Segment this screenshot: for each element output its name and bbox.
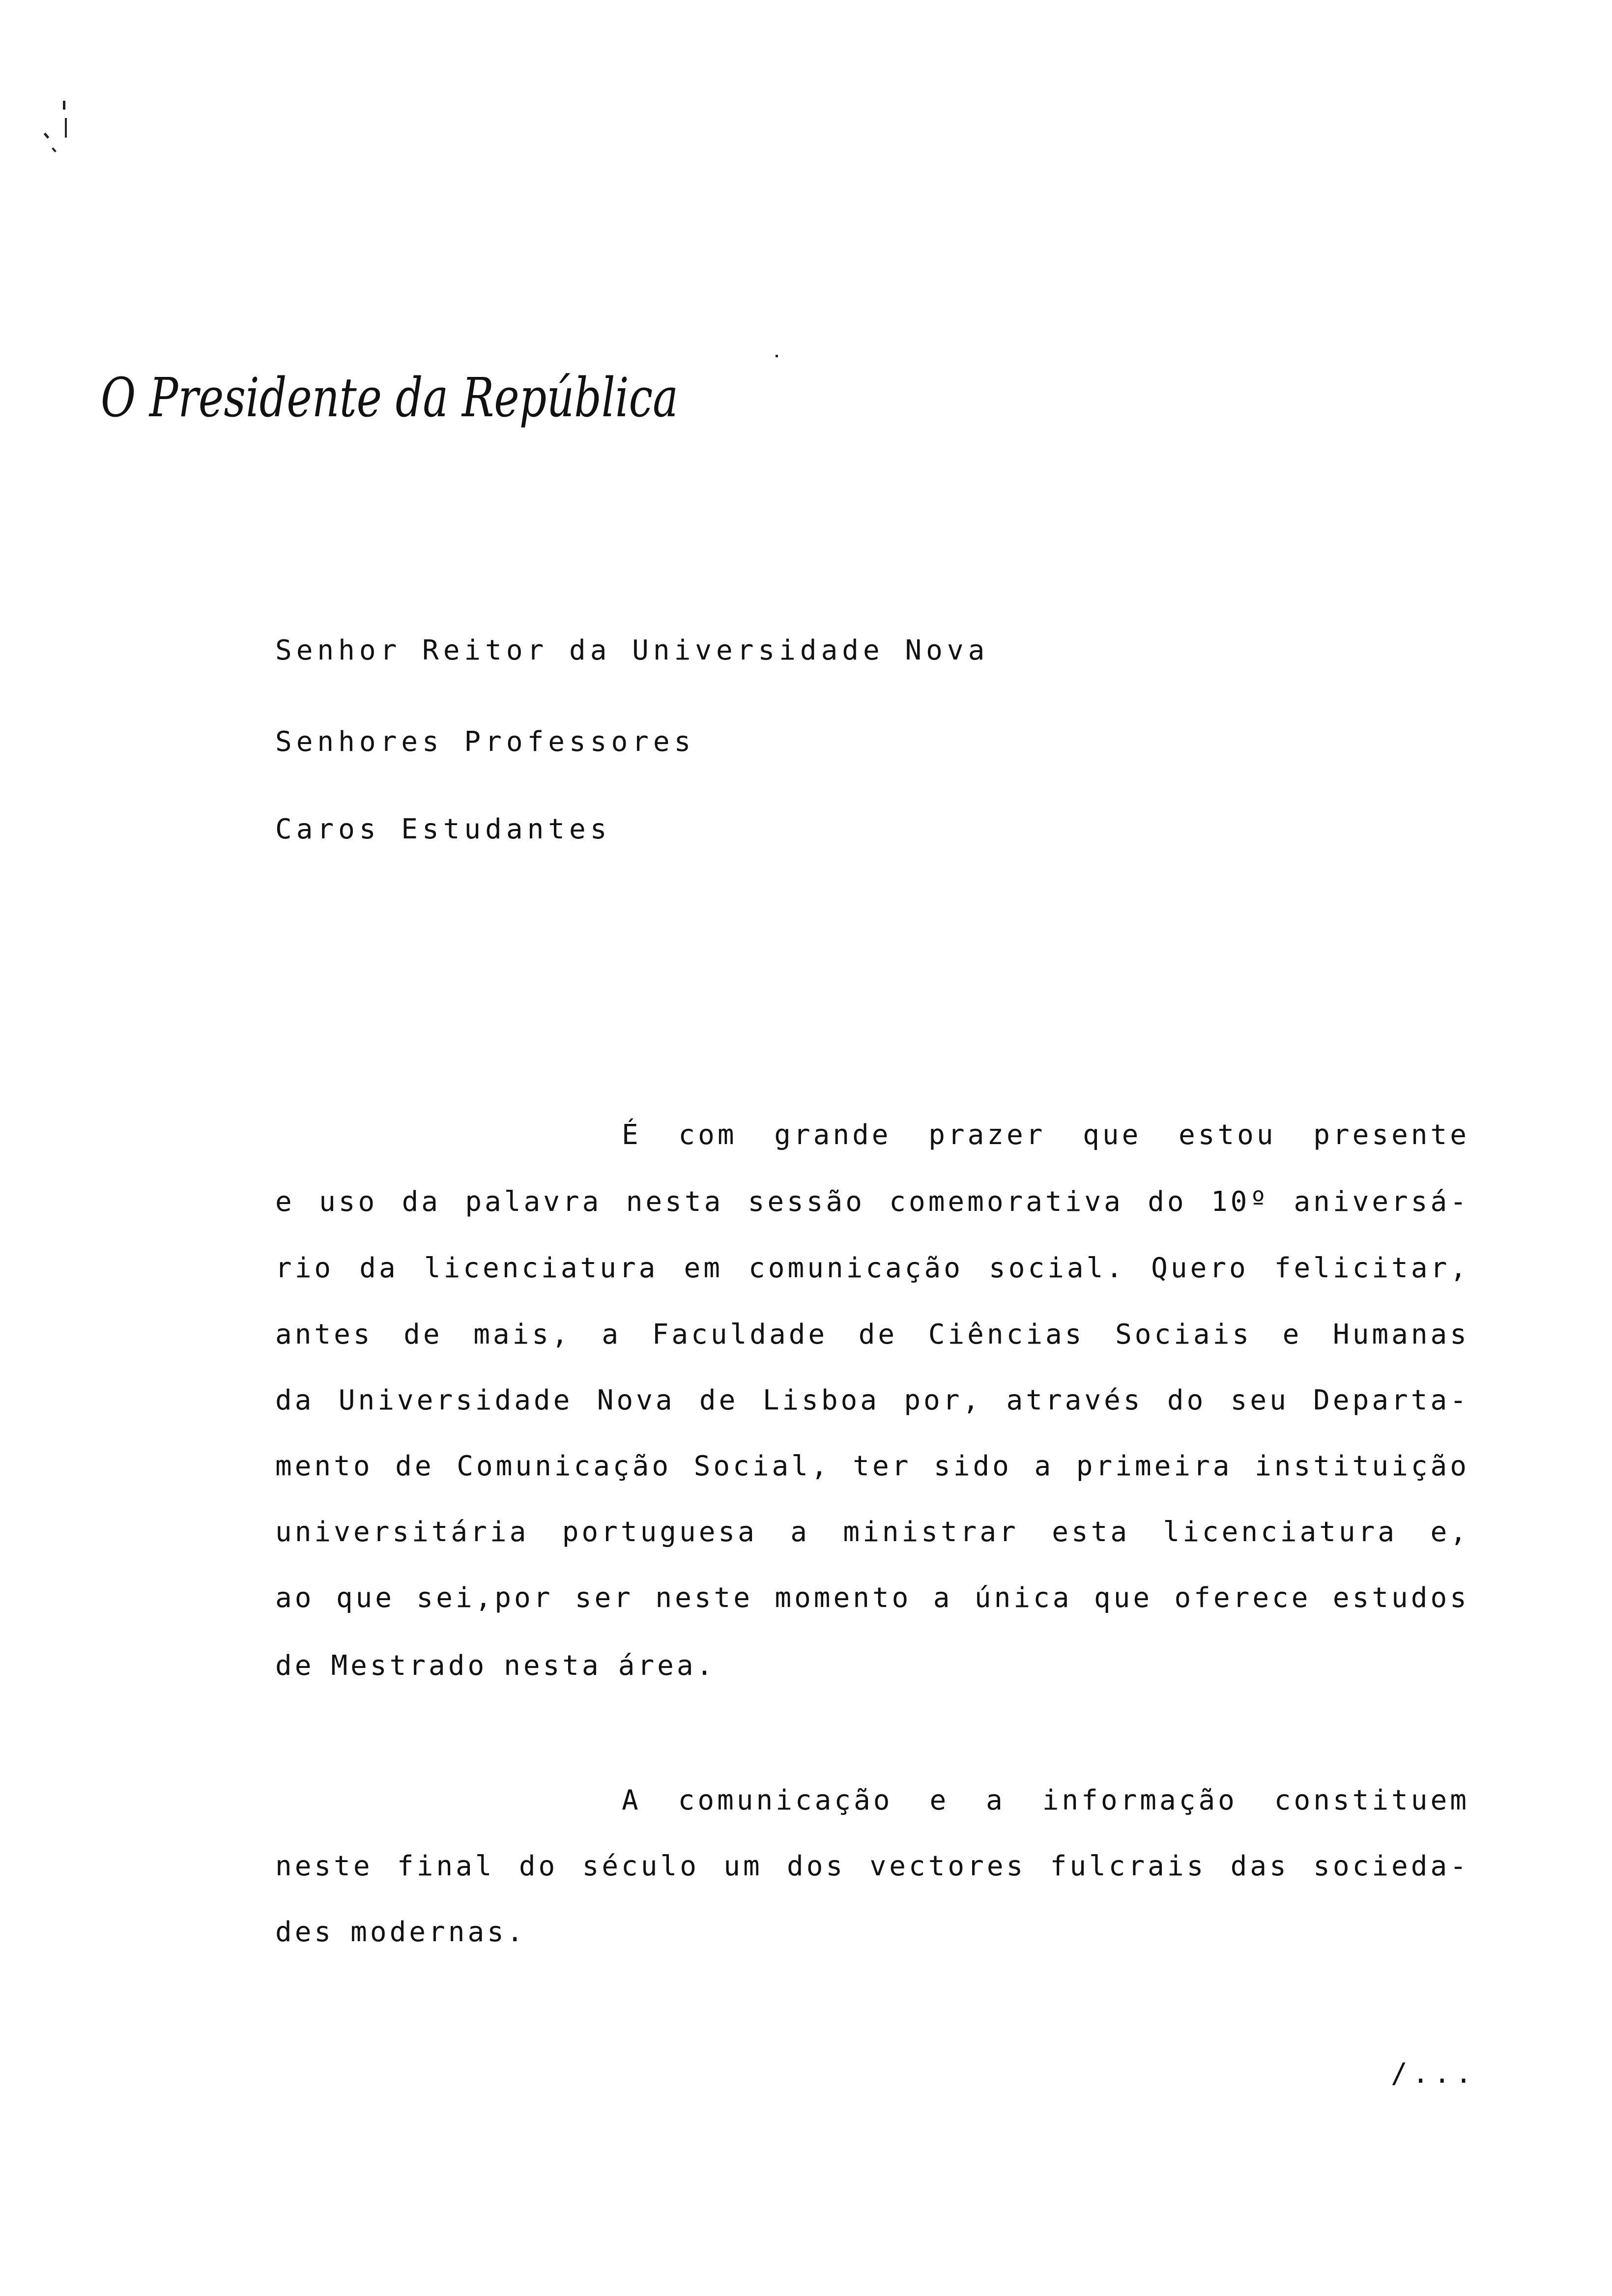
word: de: [699, 1384, 739, 1416]
word: fulcrais: [1050, 1850, 1207, 1882]
word: do: [1148, 1186, 1187, 1218]
word: Lisboa: [762, 1384, 880, 1416]
word: que: [336, 1582, 395, 1614]
salutation-estudantes: Caros Estudantes: [275, 813, 611, 845]
word: seu: [1230, 1384, 1289, 1416]
paragraph-1-line-9: [275, 1652, 1469, 1680]
word: por,: [904, 1384, 982, 1416]
word: final: [397, 1850, 495, 1882]
word: É: [622, 1119, 641, 1151]
word: a: [602, 1319, 622, 1350]
word: 10º: [1210, 1186, 1270, 1218]
word: sei,por: [416, 1582, 553, 1614]
word: Mestrado: [331, 1650, 488, 1682]
word: que: [1083, 1119, 1142, 1151]
word: da: [402, 1186, 441, 1218]
paragraph-1-line-6: [275, 1450, 1469, 1482]
continuation-marker: /...: [1391, 2058, 1477, 2090]
word: Universidade: [338, 1384, 573, 1416]
word: instituição: [1255, 1450, 1469, 1482]
letterhead-script: [101, 361, 681, 445]
word: licenciatura: [424, 1252, 659, 1284]
word: nesta: [626, 1186, 724, 1218]
word: das: [1230, 1850, 1289, 1882]
word: social.: [989, 1252, 1126, 1284]
word: de: [403, 1319, 443, 1350]
word: grande: [774, 1119, 892, 1151]
word: sessão: [748, 1186, 865, 1218]
word: portuguesa: [562, 1516, 757, 1548]
scan-mark: [63, 101, 65, 110]
word: Social,: [693, 1450, 831, 1482]
word: e: [275, 1186, 295, 1218]
word: rio: [275, 1252, 334, 1284]
scan-mark: [52, 147, 56, 152]
word: prazer: [928, 1119, 1046, 1151]
word: comemorativa: [889, 1186, 1123, 1218]
word: uso: [319, 1186, 378, 1218]
word: constituem: [1274, 1784, 1469, 1816]
word: socieda-: [1313, 1850, 1469, 1882]
word: da: [275, 1384, 315, 1416]
word: ter: [853, 1450, 912, 1482]
letterhead-title: O Presidente da República: [101, 366, 678, 429]
scan-mark: [44, 133, 50, 139]
word: comunicação: [748, 1252, 963, 1284]
word: a: [986, 1784, 1006, 1816]
paragraph-1-line-1: [622, 1121, 1469, 1149]
word: primeira: [1076, 1450, 1233, 1482]
paragraph-2-line-1: [622, 1784, 1469, 1816]
word: modernas.: [350, 1916, 526, 1948]
word: Ciências: [928, 1319, 1085, 1350]
paragraph-2-line-2: [275, 1850, 1469, 1882]
word: comunicação: [678, 1784, 893, 1816]
word: momento: [775, 1582, 912, 1614]
word: Quero: [1151, 1252, 1249, 1284]
word: informação: [1042, 1784, 1238, 1816]
paragraph-1-line-4: [275, 1321, 1469, 1349]
word: estou: [1178, 1119, 1276, 1151]
scan-mark: [776, 355, 778, 357]
salutation-reitor: Senhor Reitor da Universidade Nova: [275, 634, 989, 666]
word: Nova: [597, 1384, 675, 1416]
word: a: [790, 1516, 810, 1548]
word: estudos: [1332, 1582, 1469, 1614]
word: em: [684, 1252, 723, 1284]
word: e,: [1430, 1516, 1469, 1548]
word: área.: [618, 1650, 716, 1682]
paragraph-1-line-7: [275, 1516, 1469, 1548]
word: oferece: [1174, 1582, 1311, 1614]
word: de: [395, 1450, 434, 1482]
word: ser: [575, 1582, 633, 1614]
word: antes: [275, 1319, 373, 1350]
word: ministrar: [843, 1516, 1019, 1548]
word: com: [678, 1119, 737, 1151]
word: dos: [787, 1850, 846, 1882]
word: ao: [275, 1582, 315, 1614]
word: e: [1282, 1319, 1302, 1350]
word: que: [1094, 1582, 1153, 1614]
word: a: [933, 1582, 953, 1614]
word: da: [359, 1252, 399, 1284]
word: licenciatura: [1163, 1516, 1398, 1548]
word: neste: [655, 1582, 753, 1614]
word: século: [582, 1850, 699, 1882]
word: e: [929, 1784, 950, 1816]
scan-mark: [65, 118, 67, 138]
word: mais,: [473, 1319, 571, 1350]
word: através: [1006, 1384, 1143, 1416]
paragraph-2-line-3: [275, 1916, 1469, 1948]
word: de: [275, 1650, 315, 1682]
word: do: [518, 1850, 558, 1882]
word: sido: [934, 1450, 1012, 1482]
paragraph-1-line-5: [275, 1384, 1469, 1416]
word: Departa-: [1313, 1384, 1469, 1416]
word: Faculdade: [652, 1319, 828, 1350]
paragraph-1-line-8: [275, 1584, 1469, 1612]
word: esta: [1052, 1516, 1130, 1548]
word: Humanas: [1332, 1319, 1469, 1350]
word: A: [622, 1784, 641, 1816]
word: vectores: [869, 1850, 1026, 1882]
salutation-professores: Senhores Professores: [275, 726, 695, 758]
word: neste: [275, 1850, 373, 1882]
word: a: [1034, 1450, 1054, 1482]
word: nesta: [504, 1650, 602, 1682]
word: Comunicação: [457, 1450, 672, 1482]
word: de: [858, 1319, 898, 1350]
word: felicitar,: [1274, 1252, 1469, 1284]
paragraph-1-line-2: [275, 1188, 1469, 1216]
word: presente: [1313, 1119, 1469, 1151]
letterhead: [101, 361, 681, 445]
word: um: [723, 1850, 763, 1882]
word: Sociais: [1115, 1319, 1252, 1350]
word: palavra: [465, 1186, 602, 1218]
word: única: [974, 1582, 1072, 1614]
paragraph-1-line-3: [275, 1252, 1469, 1284]
word: mento: [275, 1450, 373, 1482]
word: aniversá-: [1294, 1186, 1469, 1218]
word: universitária: [275, 1516, 529, 1548]
word: do: [1167, 1384, 1207, 1416]
word: des: [275, 1916, 334, 1948]
